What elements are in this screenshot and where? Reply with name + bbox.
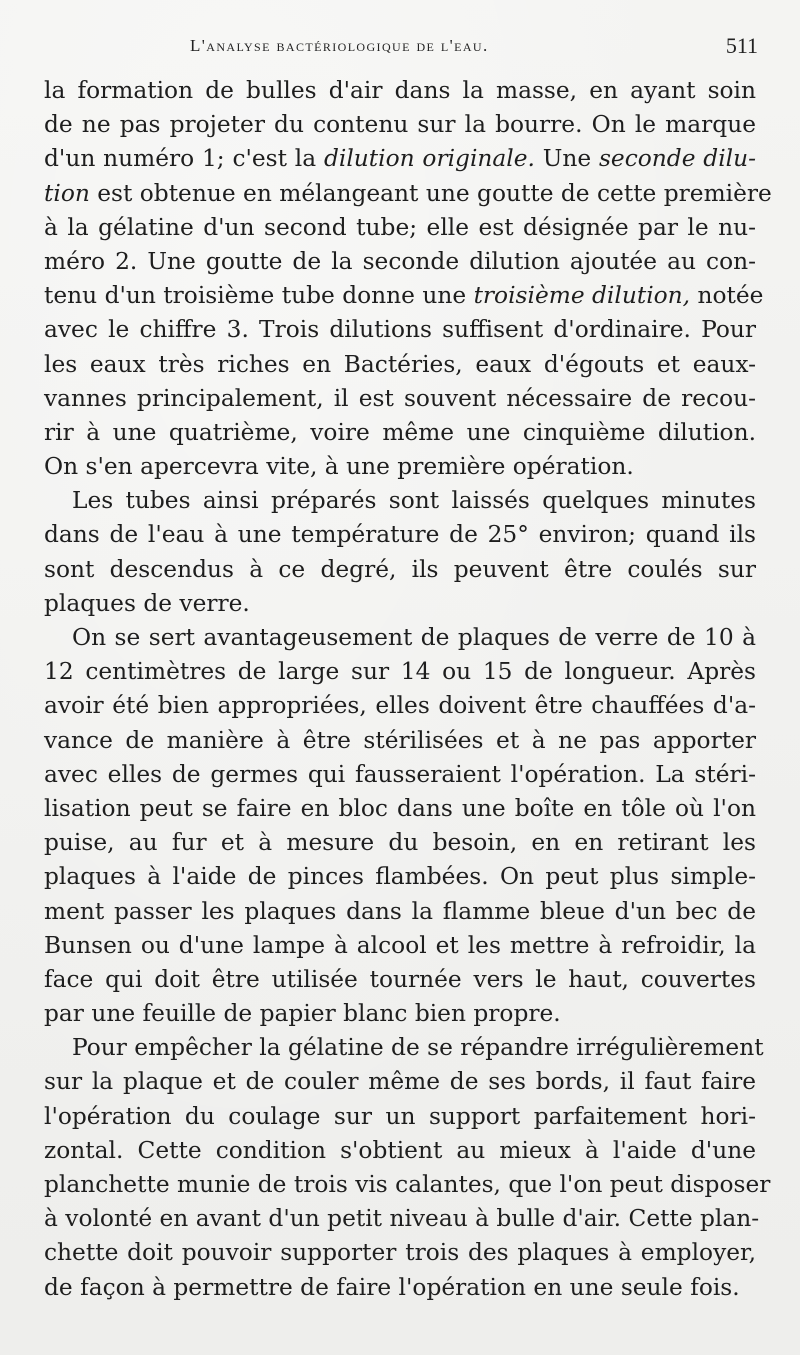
text-line [44, 211, 756, 245]
paragraph [44, 74, 772, 484]
text-line [44, 382, 756, 416]
text-span: Bunsen ou d'une lampe à alcool et les mettre à refroidir, la [44, 931, 756, 959]
text-span: méro 2. Une goutte de la seconde dilution ajoutée au con- [44, 247, 756, 275]
text-line [44, 758, 756, 792]
text-span: avec elles de germes qui fausseraient l'opération. La stéri- [44, 760, 756, 788]
paragraph [44, 1031, 771, 1305]
italic-span: troisième dilution, [473, 282, 691, 310]
text-span: Les tubes ainsi préparés sont laissés quelques minutes [72, 487, 756, 515]
text-line [44, 1271, 756, 1305]
italic-span: seconde dilu- [598, 145, 756, 173]
text-line [44, 587, 756, 621]
paragraph-list [44, 74, 772, 1305]
italic-span: dilution originale. [323, 145, 535, 173]
text-span: sont descendus à ce degré, ils peuvent être coulés sur [44, 555, 756, 583]
italic-span: tion [44, 179, 90, 207]
text-span: plaques de verre. [44, 589, 250, 617]
text-span: avoir été bien appropriées, elles doivent être chauffées d'a- [44, 692, 756, 720]
text-line [44, 1134, 756, 1168]
text-span: avec le chiffre 3. Trois dilutions suffisent d'ordinaire. Pour [44, 316, 756, 344]
text-line [44, 177, 772, 211]
text-line [44, 1065, 756, 1099]
text-line [44, 997, 756, 1031]
text-line [44, 484, 756, 518]
text-span: dans de l'eau à une température de 25° environ; quand ils [44, 521, 756, 549]
text-line [44, 108, 756, 142]
text-span: de façon à permettre de faire l'opération en une seule fois. [44, 1273, 740, 1301]
text-span: vannes principalement, il est souvent nécessaire de recou- [44, 384, 756, 412]
text-span: sur la plaque et de couler même de ses bords, il faut faire [44, 1068, 756, 1096]
text-span: tenu d'un troisième tube donne une [44, 282, 474, 310]
text-line [44, 724, 756, 758]
text-line [44, 518, 756, 552]
text-span: vance de manière à être stérilisées et à ne pas apporter [44, 726, 756, 754]
text-line [44, 245, 756, 279]
text-line [44, 1236, 756, 1270]
text-line [44, 1168, 771, 1202]
text-span: par une feuille de papier blanc bien propre. [44, 1000, 561, 1028]
text-line [44, 348, 756, 382]
text-span: ment passer les plaques dans la flamme bleue d'un bec de [44, 897, 756, 925]
text-span: les eaux très riches en Bactéries, eaux d'égouts et eaux- [44, 350, 756, 378]
text-line [44, 826, 756, 860]
text-line [44, 655, 756, 689]
text-line [44, 1100, 756, 1134]
text-span: d'un numéro 1; c'est la [44, 145, 324, 173]
text-line [44, 553, 756, 587]
text-span: Pour empêcher la gélatine de se répandre irrégulièrement [72, 1034, 764, 1062]
page-number: 511 [725, 33, 758, 58]
text-span: chette doit pouvoir supporter trois des plaques à employer, [44, 1239, 756, 1267]
text-span: face qui doit être utilisée tournée vers le haut, couvertes [44, 965, 756, 993]
text-line [44, 689, 756, 723]
text-span: On s'en apercevra vite, à une première opération. [44, 453, 634, 481]
text-span: puise, au fur et à mesure du besoin, en en retirant les [44, 829, 756, 857]
text-line [44, 929, 756, 963]
paragraph [44, 484, 756, 621]
text-span: 12 centimètres de large sur 14 ou 15 de longueur. Après [44, 658, 756, 686]
text-span: planchette munie de trois vis calantes, que l'on peut disposer [44, 1171, 771, 1198]
text-span: plaques à l'aide de pinces flambées. On peut plus simple- [44, 863, 756, 891]
text-line [44, 416, 756, 450]
text-span: lisation peut se faire en bloc dans une boîte en tôle où l'on [44, 794, 756, 822]
text-line [44, 279, 764, 313]
text-line [44, 895, 756, 929]
page-body [44, 74, 772, 1305]
text-span: rir à une quatrième, voire même une cinquième dilution. [44, 418, 756, 446]
text-line [44, 313, 756, 347]
text-span: zontal. Cette condition s'obtient au mieux à l'aide d'une [44, 1136, 756, 1164]
text-line [44, 860, 756, 894]
text-span: à la gélatine d'un second tube; elle est désignée par le nu- [44, 213, 756, 241]
text-span: notée [690, 282, 764, 310]
text-line [44, 142, 756, 176]
text-span: la formation de bulles d'air dans la masse, en ayant soin [44, 77, 756, 104]
text-span: de ne pas projeter du contenu sur la bourre. On le marque [44, 111, 756, 139]
text-line [44, 792, 756, 826]
text-line [44, 1031, 764, 1065]
text-line [44, 1202, 760, 1236]
text-span: On se sert avantageusement de plaques de verre de 10 à [72, 624, 756, 651]
text-span: est obtenue en mélangeant une goutte de cette première [89, 179, 772, 207]
text-line [44, 621, 756, 655]
paragraph [44, 621, 756, 1031]
text-line [44, 963, 756, 997]
text-line [44, 74, 756, 108]
text-line [44, 450, 756, 484]
running-head: L'analyse bactériologique de l'eau. [190, 36, 489, 55]
text-span: l'opération du coulage sur un support parfaitement hori- [44, 1102, 756, 1130]
text-span: Une [534, 145, 599, 173]
text-span: à volonté en avant d'un petit niveau à bulle d'air. Cette plan- [44, 1205, 760, 1233]
